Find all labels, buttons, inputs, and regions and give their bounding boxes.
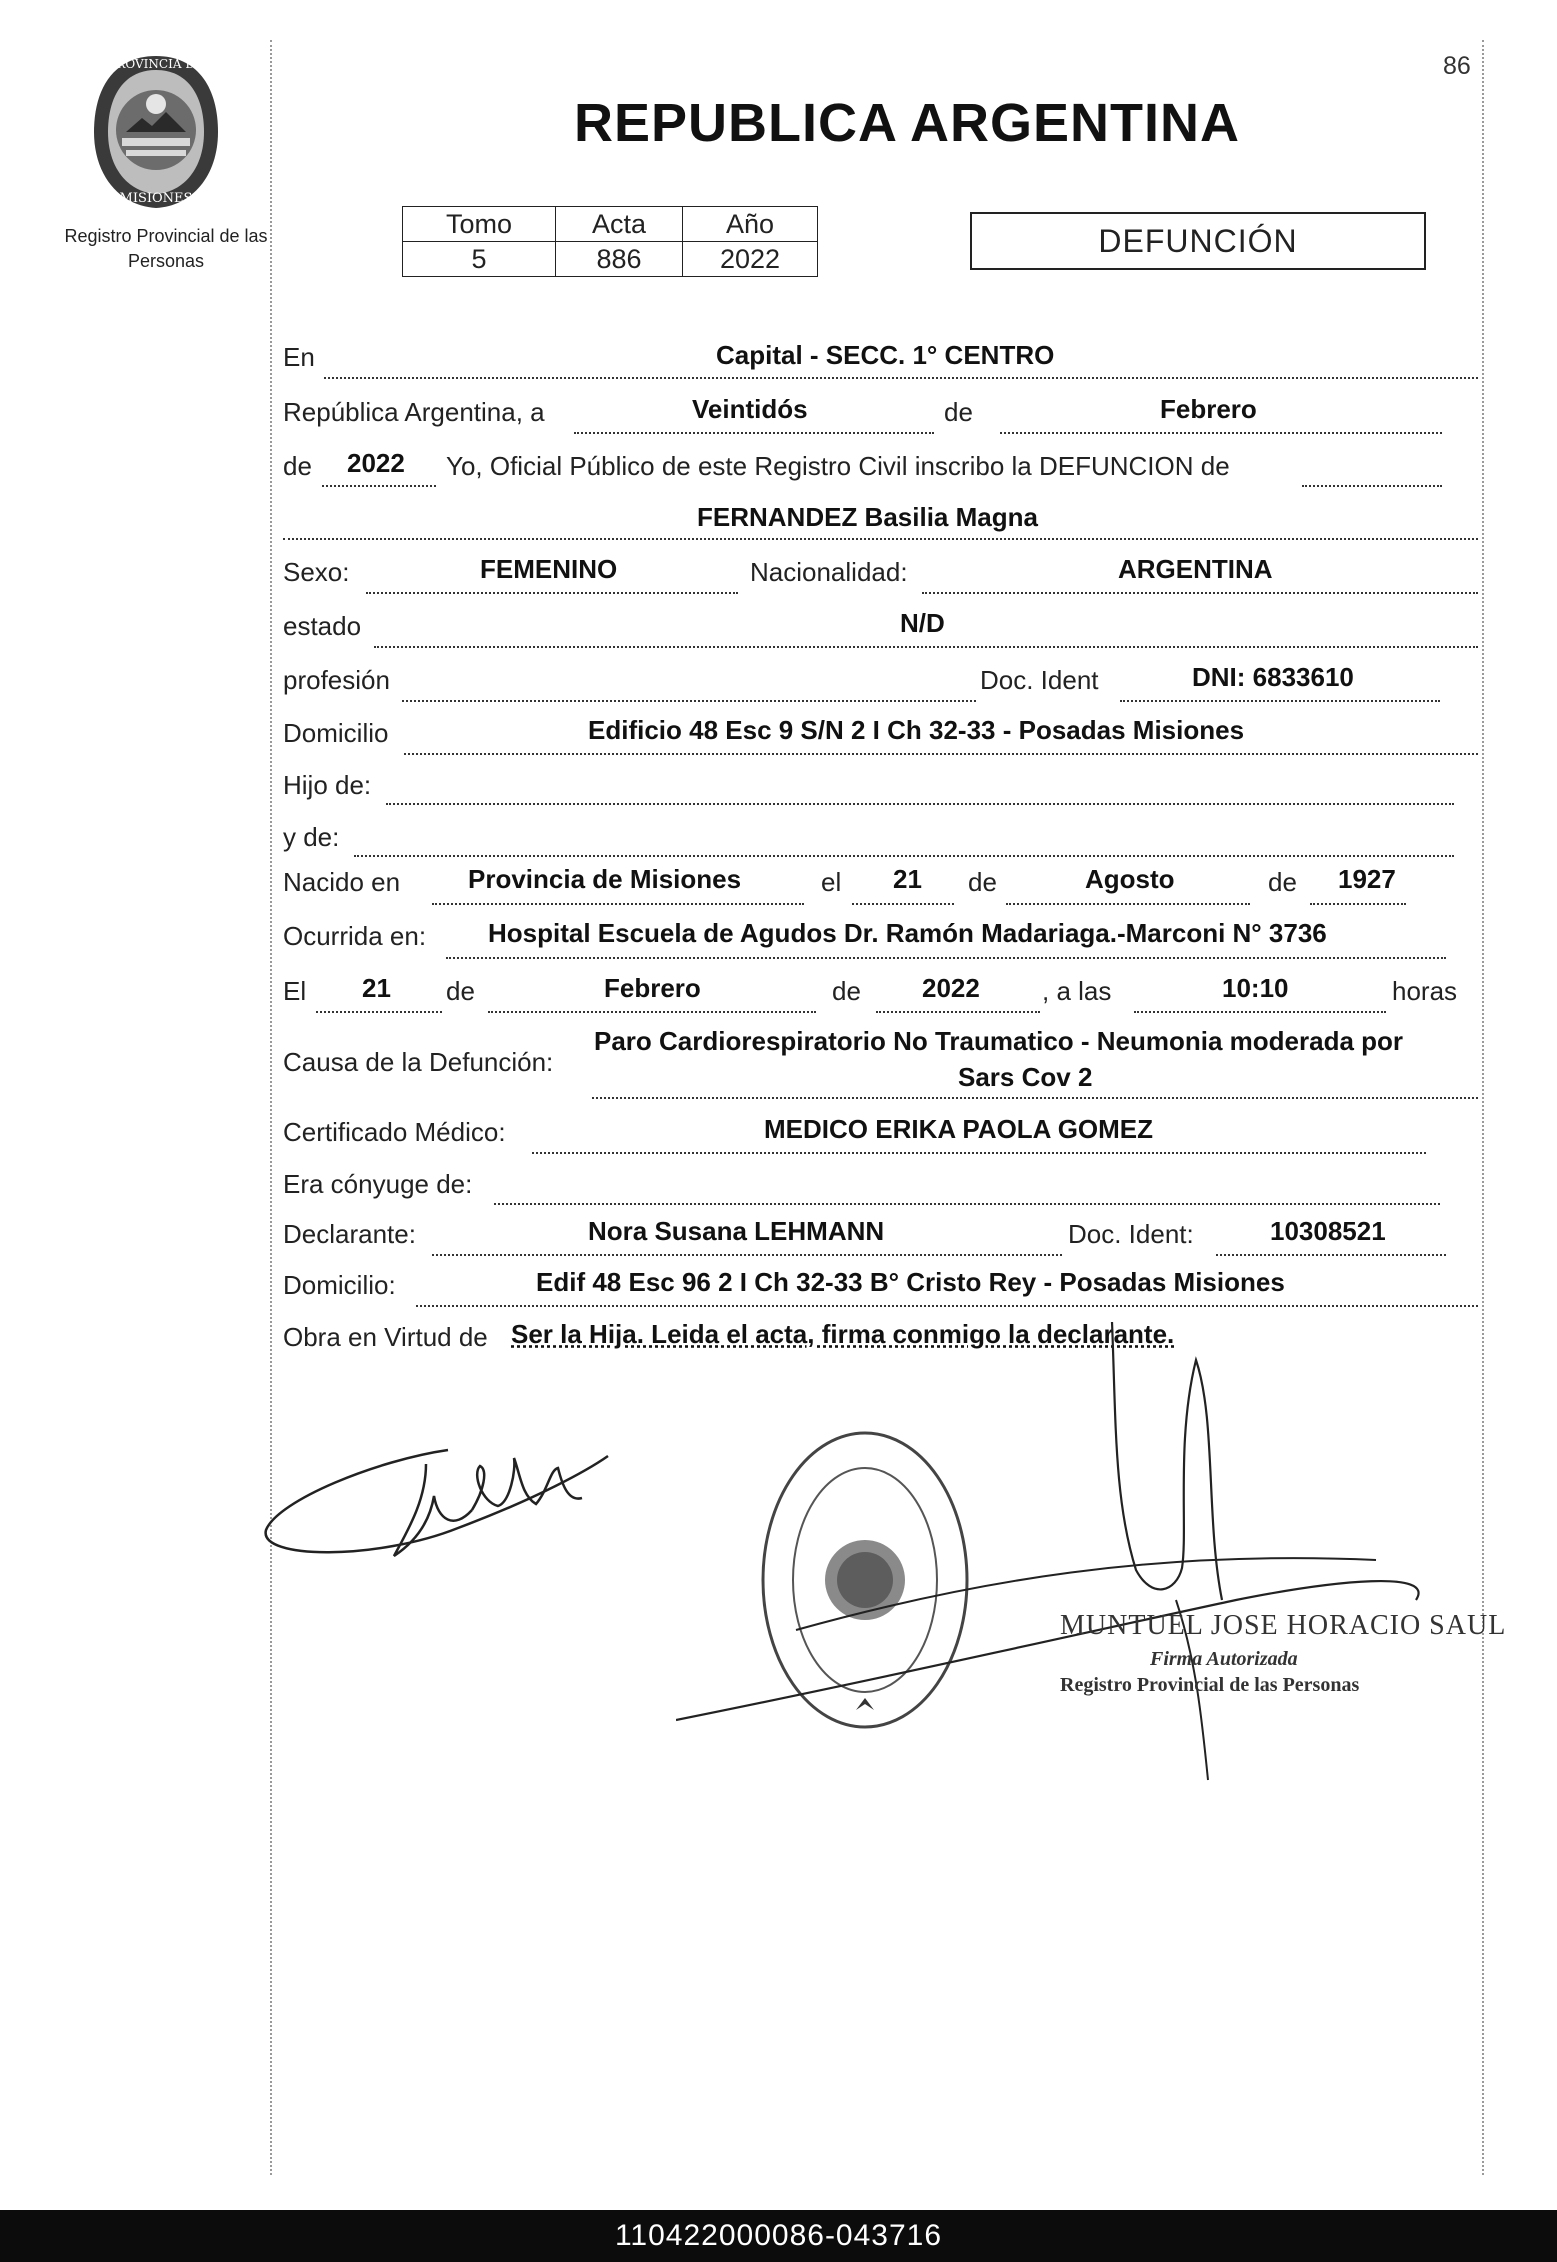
svg-text:PROVINCIA DE: PROVINCIA DE [108,57,204,71]
page-number: 86 [1443,52,1471,80]
day-line [574,432,934,434]
oficial-text: Yo, Oficial Público de este Registro Civil inscribo la DEFUNCION de [446,451,1230,481]
domicilio-line [404,753,1478,755]
birth-de1: de [968,867,997,897]
death-de1: de [446,976,475,1006]
ocurrida-line [446,957,1446,959]
year-value: 2022 [347,448,405,478]
death-month-line [488,1011,816,1013]
obra-value: Ser la Hija. Leida el acta, firma conmigo la declarante. [511,1319,1175,1349]
birth-month: Agosto [1085,864,1175,894]
domicilio2-value: Edif 48 Esc 96 2 I Ch 32-33 B° Cristo Rey - Posadas Misiones [536,1267,1285,1297]
en-line [324,377,1478,379]
causa-line [592,1097,1478,1099]
signer-office: Registro Provincial de las Personas [1060,1674,1360,1696]
month-value: Febrero [1160,394,1257,424]
registry-label: Registro Provincial de las Personas [64,226,268,271]
el2-label: El [283,976,307,1006]
profesion-label: profesión [283,665,390,695]
doc-label: Doc. Ident [980,665,1099,695]
conyuge-label: Era cónyuge de: [283,1169,473,1199]
en-value: Capital - SECC. 1° CENTRO [716,340,1055,370]
declarante-label: Declarante: [283,1219,416,1249]
provincia-misiones-logo [86,52,226,217]
alas-label: , a las [1042,976,1112,1006]
death-time: 10:10 [1222,973,1289,1003]
record-number-table [402,206,818,277]
nacionalidad-value: ARGENTINA [1118,554,1273,584]
page-title: REPUBLICA ARGENTINA [574,93,1240,153]
causa-line1: Paro Cardiorespiratorio No Traumatico - Neumonia moderada por [594,1026,1404,1056]
causa-label: Causa de la Defunción: [283,1047,554,1077]
tomo-header: Tomo [403,207,556,242]
ocurrida-value: Hospital Escuela de Agudos Dr. Ramón Madariaga.-Marconi N° 3736 [488,918,1327,948]
death-year: 2022 [922,973,980,1003]
hijo-line [386,803,1454,805]
en-label: En [283,342,315,372]
certificado-line [532,1152,1426,1154]
domicilio-label: Domicilio [283,718,389,748]
svg-text:MISIONES: MISIONES [119,191,193,206]
doc2-value: 10308521 [1270,1216,1386,1246]
anio-value: 2022 [683,242,818,277]
causa-line2: Sars Cov 2 [958,1062,1093,1092]
yde-label: y de: [283,822,340,852]
domicilio-value: Edificio 48 Esc 9 S/N 2 I Ch 32-33 - Posadas Misiones [588,715,1245,745]
yde-line [354,855,1454,857]
profesion-line [402,700,976,702]
nacido-line [432,903,804,905]
barcode-number: 110422000086-043716 [0,2210,1557,2262]
oficial-line [1302,485,1442,487]
day-value: Veintidós [692,394,808,424]
acta-value: 886 [556,242,683,277]
doc2-line [1216,1254,1446,1256]
birth-day-line [852,903,954,905]
year-line [322,485,436,487]
doc-line [1120,700,1440,702]
sexo-label: Sexo: [283,557,350,587]
de-label: de [944,397,973,427]
obra-label: Obra en Virtud de [283,1322,488,1352]
birth-month-line [1006,903,1250,905]
nacionalidad-label: Nacionalidad: [750,557,908,587]
signer-name: MUNTUEL JOSE HORACIO SAUL [1060,1610,1507,1641]
death-day: 21 [362,973,391,1003]
hijo-label: Hijo de: [283,770,372,800]
death-de2: de [832,976,861,1006]
left-margin-line [270,40,273,2175]
sexo-value: FEMENINO [480,554,618,584]
year-prefix: de [283,451,312,481]
birth-de2: de [1268,867,1297,897]
horas-label: horas [1392,976,1458,1006]
record-type-box: DEFUNCIÓN [970,212,1426,270]
sexo-line [366,592,738,594]
authority-signature [676,1300,1436,1805]
certificado-label: Certificado Médico: [283,1117,506,1147]
nacionalidad-line [922,592,1478,594]
declarante-signature [258,1410,658,1575]
signer-role: Firma Autorizada [1150,1648,1298,1670]
estado-value: N/D [900,608,945,638]
conyuge-line [494,1203,1440,1205]
nacido-label: Nacido en [283,867,401,897]
death-time-line [1134,1011,1386,1013]
nacido-value: Provincia de Misiones [468,864,742,894]
estado-label: estado [283,611,362,641]
birth-day: 21 [893,864,922,894]
right-margin-line [1482,40,1485,2175]
anio-header: Año [683,207,818,242]
tomo-value: 5 [403,242,556,277]
month-line [1000,432,1442,434]
declarante-line [432,1254,1062,1256]
estado-line [374,646,1478,648]
doc2-label: Doc. Ident: [1068,1219,1194,1249]
deceased-name: FERNANDEZ Basilia Magna [697,502,1038,532]
republica-label: República Argentina, a [283,397,545,427]
acta-header: Acta [556,207,683,242]
birth-year: 1927 [1338,864,1396,894]
ocurrida-label: Ocurrida en: [283,921,427,951]
death-month: Febrero [604,973,701,1003]
death-day-line [316,1011,442,1013]
death-year-line [876,1011,1040,1013]
certificado-value: MEDICO ERIKA PAOLA GOMEZ [764,1114,1154,1144]
domicilio2-label: Domicilio: [283,1270,396,1300]
name-line [283,538,1478,540]
el-label: el [821,867,842,897]
birth-year-line [1310,903,1406,905]
declarante-value: Nora Susana LEHMANN [588,1216,885,1246]
doc-value: DNI: 6833610 [1192,662,1354,692]
